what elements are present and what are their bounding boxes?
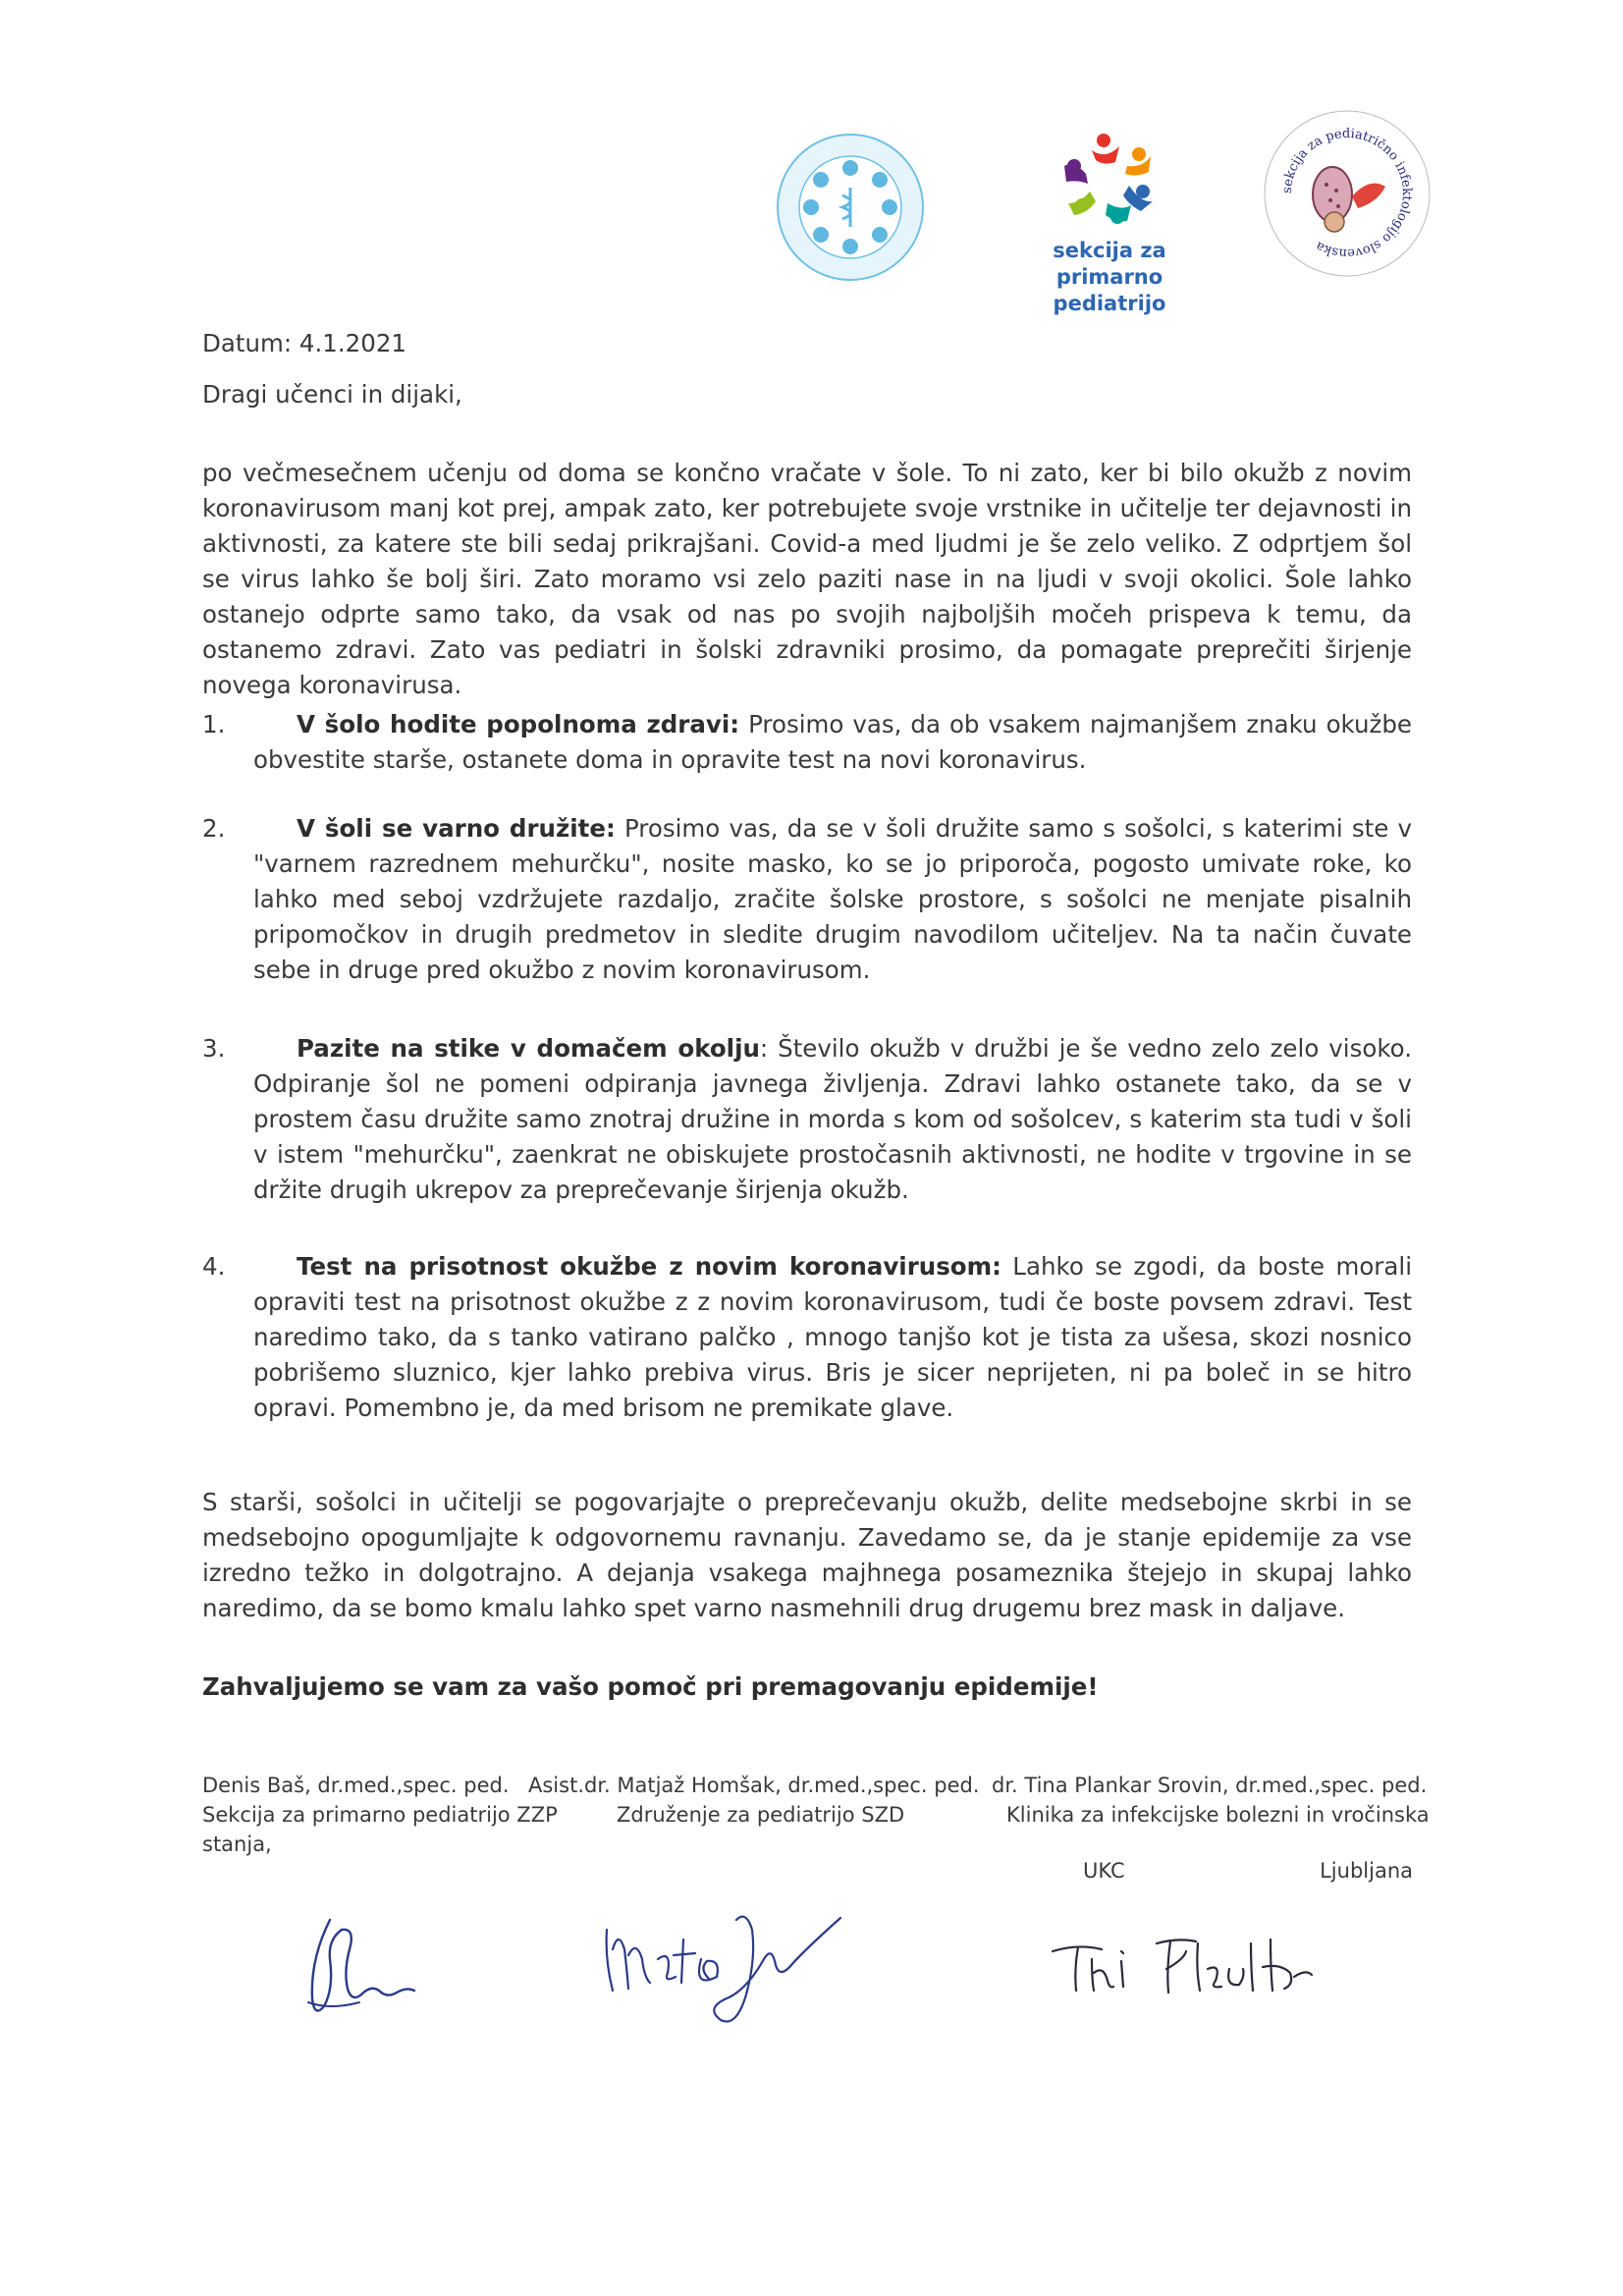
spi-logo-caption: sekcija za pediatrično infektologijo slovenska bbox=[1279, 126, 1415, 261]
thanks-line: Zahvaljujemo se vam za vašo pomoč pri premagovanju epidemije! bbox=[202, 1672, 1099, 1701]
signatory-place-right: Ljubljana bbox=[1320, 1859, 1413, 1883]
szp-logo bbox=[1001, 128, 1217, 315]
signatory-2 bbox=[528, 1771, 980, 1830]
szp-logo-line2: primarno pediatrijo bbox=[1053, 265, 1166, 315]
szd-circular-logo-icon bbox=[776, 133, 925, 282]
letter-date: Datum: 4.1.2021 bbox=[202, 329, 407, 357]
signatory-name: dr. Tina Plankar Srovin, dr.med.,spec. ped. bbox=[992, 1774, 1428, 1797]
list-item-number: 4. bbox=[202, 1252, 226, 1281]
list-item-text: : Število okužb v družbi je še vedno zelo zelo visoko. Odpiranje šol ne pomeni odpiranja javnega življenja. Zdravi lahko ostanete tako, da se v prostem času družite samo znotraj družine in morda s kom od sošolcev, s katerim sta tudi v šoli v istem "mehurčku", zaenkrat ne obiskujete prostočasnih aktivnosti, ne hodite v trgovine in se držite drugih ukrepov za preprečevanje širjenja okužb. bbox=[253, 1034, 1412, 1204]
spi-circular-logo-icon bbox=[1262, 108, 1434, 280]
signatory-org-line2: stanja, bbox=[202, 1832, 272, 1856]
list-item-heading: V šoli se varno družite: bbox=[297, 814, 616, 843]
closing-paragraph: S starši, sošolci in učitelji se pogovarjajte o preprečevanju okužb, delite medsebojne skrbi in se medsebojno opogumljajte k odgovornemu ravnanju. Zavedamo se, da je stanje epidemije za vse izredno težko in dolgotrajno. A dejanja vsakega majhnega posameznika štejejo in skupaj lahko naredimo, da se bomo kmalu lahko spet varno nasmehnili drug drugemu brez mask in daljave. bbox=[202, 1488, 1412, 1622]
signatory-1 bbox=[202, 1771, 558, 1859]
handwritten-signature bbox=[1049, 1930, 1314, 1998]
list-item-text: Lahko se zgodi, da boste morali opraviti test na prisotnost okužbe z z novim koronavirusom, tudi če boste povsem zdravi. Test naredimo tako, da s tanko vatirano palčko , mnogo tanjšo kot je tista za ušesa, skozi nosnico pobrišemo sluznico, kjer lahko prebiva virus. Bris je sicer neprijeten, ni pa boleč in se hitro opravi. Pomembno je, da med brisom ne premikate glave. bbox=[253, 1252, 1413, 1422]
szp-people-logo-icon bbox=[1001, 128, 1217, 236]
list-item-heading: Test na prisotnost okužbe z novim koronavirusom: bbox=[297, 1252, 1001, 1281]
signatory-name: Denis Baš, dr.med.,spec. ped. bbox=[202, 1774, 510, 1797]
list-item bbox=[202, 811, 1412, 988]
list-item bbox=[202, 1249, 1412, 1426]
list-item-text: Prosimo vas, da se v šoli družite samo s sošolci, s katerimi ste v "varnem razrednem mehurčku", nosite masko, ko se jo priporoča, pogosto umivate roke, ko lahko med seboj vzdržujete razdaljo, zračite šolske prostore, s sošolci ne menjate pisalnih pripomočkov in drugih predmetov in sledite drugim navodilom učiteljev. Na ta način čuvate sebe in druge pred okužbo z novim koronavirusom. bbox=[253, 814, 1412, 984]
signatory-place-left: UKC bbox=[1083, 1859, 1125, 1883]
list-item bbox=[202, 707, 1412, 778]
signatory-org: Klinika za infekcijske bolezni in vročinska bbox=[1006, 1803, 1430, 1827]
intro-paragraph: po večmesečnem učenju od doma se končno vračate v šole. To ni zato, ker bi bilo okužb z novim koronavirusom manj kot prej, ampak zato, ker potrebujete svoje vrstnike in učitelje ter dejavnosti in aktivnosti, za katere ste bili sedaj prikrajšani. Covid-a med ljudmi je še zelo veliko. Z odprtjem šol se virus lahko še bolj širi. Zato moramo vsi zelo paziti nase in na ljudi v svoji okolici. Šole lahko ostanejo odprte samo tako, da vsak od nas po svojih najboljših močeh prispeva k temu, da ostanemo zdravi. Zato vas pediatri in šolski zdravniki prosimo, da pomagate preprečiti širjenje novega koronavirusa. bbox=[202, 459, 1412, 699]
letter-greeting: Dragi učenci in dijaki, bbox=[202, 380, 462, 409]
list-item-number: 3. bbox=[202, 1034, 226, 1063]
list-item-body bbox=[253, 1031, 1412, 1208]
list-item-body bbox=[253, 1249, 1412, 1426]
list-item-heading: Pazite na stike v domačem okolju bbox=[297, 1034, 760, 1063]
handwritten-signature bbox=[291, 1900, 423, 2033]
list-item-body bbox=[253, 811, 1412, 988]
list-item bbox=[202, 1031, 1412, 1208]
list-item-text: Prosimo vas, da ob vsakem najmanjšem znaku okužbe obvestite starše, ostanete doma in opravite test na novi koronavirus. bbox=[253, 710, 1413, 774]
signatory-org: Sekcija za primarno pediatrijo ZZP bbox=[202, 1803, 558, 1827]
logo-bar bbox=[0, 103, 1623, 315]
signatory-3 bbox=[992, 1771, 1430, 1830]
signatory-name: Asist.dr. Matjaž Homšak, dr.med.,spec. ped. bbox=[528, 1774, 980, 1797]
handwritten-signature bbox=[599, 1900, 844, 2038]
list-item-heading: V šolo hodite popolnoma zdravi: bbox=[297, 710, 740, 738]
list-item-number: 1. bbox=[202, 710, 226, 738]
szp-logo-text bbox=[1001, 238, 1217, 317]
signatory-org: Združenje za pediatrijo SZD bbox=[617, 1803, 905, 1827]
list-item-number: 2. bbox=[202, 814, 226, 843]
list-item-body bbox=[253, 707, 1412, 778]
szp-logo-line1: sekcija za bbox=[1053, 239, 1166, 262]
